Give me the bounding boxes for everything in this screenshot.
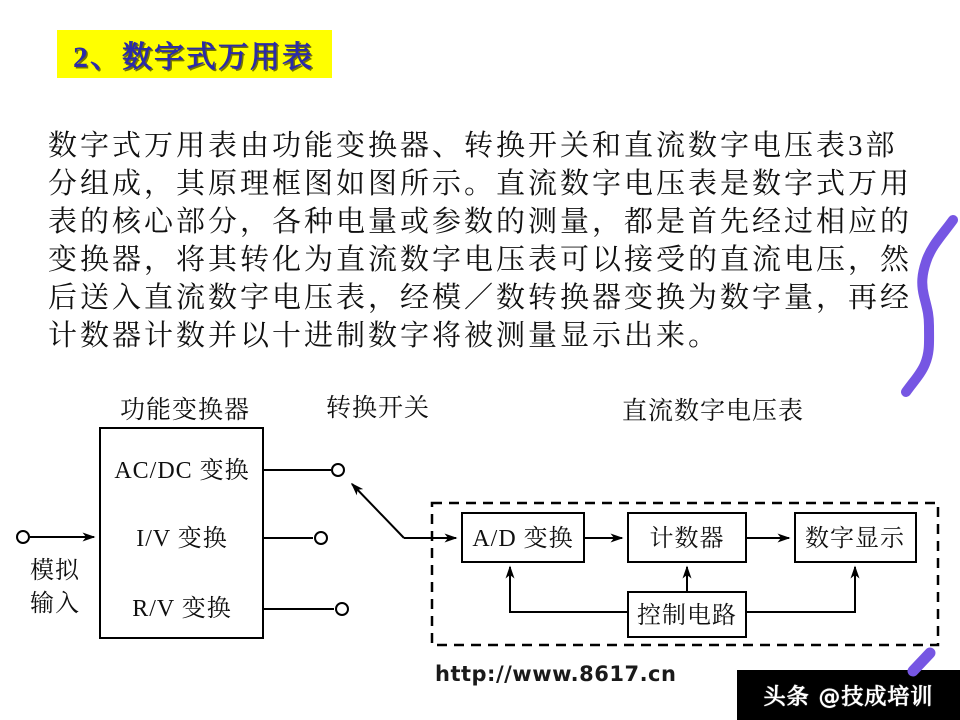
control-to-display-arrow xyxy=(746,567,855,612)
label-function-converter: 功能变换器 xyxy=(119,397,251,424)
body-line: 表的核心部分，各种电量或参数的测量，都是首先经过相应的 xyxy=(48,206,913,238)
watermark-band xyxy=(737,670,960,720)
footer-url: http://www.8617.cn xyxy=(435,662,677,686)
row-acdc: AC/DC 变换 xyxy=(114,458,250,484)
body-line: 后送入直流数字电压表，经模／数转换器变换为数字量，再经 xyxy=(48,282,913,314)
slide-title: 2、数字式万用表 xyxy=(73,41,314,74)
switch-contact-3 xyxy=(336,603,348,615)
purple-pen-nib-decoration xyxy=(900,645,940,677)
control-to-ad-arrow xyxy=(510,567,628,612)
body-line: 变换器，将其转化为直流数字电压表可以接受的直流电压，然 xyxy=(48,244,913,276)
row-iv: I/V 变换 xyxy=(136,526,228,552)
switch-contact-1 xyxy=(332,464,344,476)
watermark-text: 头条 @技成培训 xyxy=(763,684,934,710)
digital-display-label: 数字显示 xyxy=(805,526,905,552)
body-line: 计数器计数并以十进制数字将被测量显示出来。 xyxy=(48,320,721,352)
switch-wiper-arrow xyxy=(352,484,404,538)
analog-input-terminal xyxy=(17,531,29,543)
row-rv: R/V 变换 xyxy=(132,596,232,622)
counter-label: 计数器 xyxy=(649,526,725,552)
body-line: 数字式万用表由功能变换器、转换开关和直流数字电压表3部 xyxy=(48,130,898,162)
purple-squiggle-decoration xyxy=(895,212,960,398)
control-circuit-label: 控制电路 xyxy=(637,603,737,629)
label-selector-switch: 转换开关 xyxy=(325,395,431,422)
analog-input-label-2: 输入 xyxy=(30,591,80,617)
label-dc-digital-voltmeter: 直流数字电压表 xyxy=(621,398,805,425)
analog-input-label-1: 模拟 xyxy=(30,558,80,584)
body-line: 分组成，其原理框图如图所示。直流数字电压表是数字式万用 xyxy=(48,168,913,200)
ad-converter-label: A/D 变换 xyxy=(472,526,574,552)
switch-contact-2 xyxy=(315,532,327,544)
